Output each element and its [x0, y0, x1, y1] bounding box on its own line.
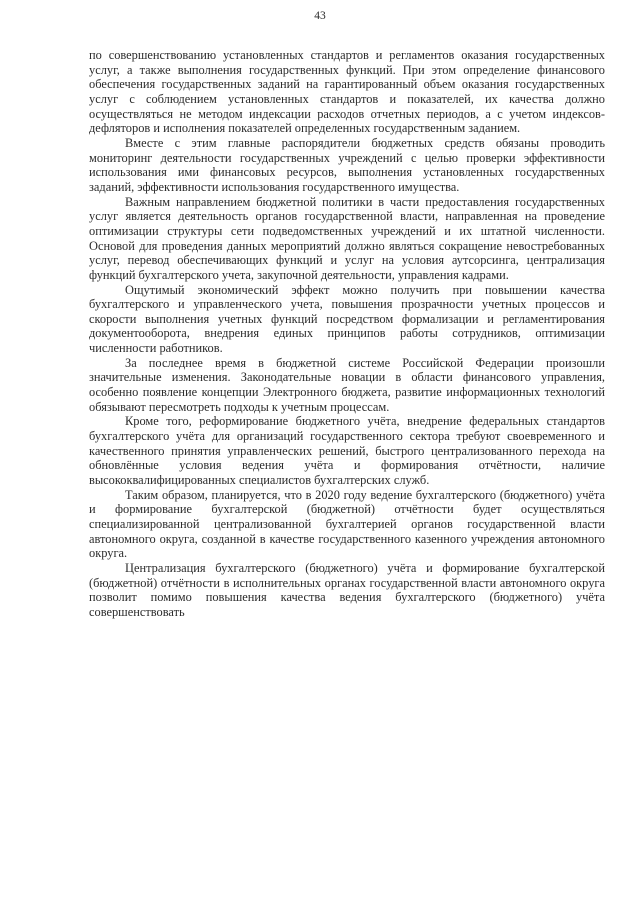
paragraph-3: Важным направлением бюджетной политики в части предоставления государственных услуг является деятельность органов государственной власти, направленная на проведение оптимизации структуры сети подведомственных учреждений и их штатной численности. Основой для проведения данных мероприятий должно являться сокращение невостребованных услуг, перевод обеспечивающих функций и услуг на условия аутсорсинга, централизация функций бухгалтерского учета, закупочной деятельности, управления кадрами.: [89, 194, 605, 282]
paragraph-2: Вместе с этим главные распорядители бюджетных средств обязаны проводить мониторинг деятельности государственных учреждений с целью проверки эффективности использования ими финансовых ресурсов, выполнения установленных государственных заданий, эффективности использования государственного имущества.: [89, 135, 605, 194]
document-body: [89, 48, 605, 620]
page-number: 43: [314, 10, 326, 22]
paragraph-4: Ощутимый экономический эффект можно получить при повышении качества бухгалтерского и управленческого учета, повышения прозрачности учетных процессов и скорости выполнения учетных функций посредством формализации и регламентирования документооборота, внедрения единых принципов работы сотрудников, оптимизации численности работников.: [89, 282, 605, 356]
paragraph-7: Таким образом, планируется, что в 2020 году ведение бухгалтерского (бюджетного) учёта и формирование бухгалтерской (бюджетной) отчётности будет осуществляться специализированной централизованной бухгалтерией органов государственной власти автономного округа, созданной в качестве государственного казенного учреждения автономного округа.: [89, 487, 605, 561]
paragraph-5: За последнее время в бюджетной системе Российской Федерации произошли значительные изменения. Законодательные новации в области финансового управления, особенно появление концепции Электронного бюджета, развитие информационных технологий обязывают пересмотреть подходы к учетным процессам.: [89, 355, 605, 414]
paragraph-6: Кроме того, реформирование бюджетного учёта, внедрение федеральных стандартов бухгалтерского учёта для организаций государственного сектора требуют своевременного и качественного принятия управленческих решений, быстрого централизованного перехода на обновлённые условия ведения учёта и формирования отчётности, наличие высококвалифицированных специалистов бухгалтерских служб.: [89, 414, 605, 488]
paragraph-8: Централизация бухгалтерского (бюджетного) учёта и формирование бухгалтерской (бюджетной) отчётности в исполнительных органах государственной власти автономного округа позволит помимо повышения качества ведения бухгалтерского (бюджетного) учёта совершенствовать: [89, 560, 605, 619]
paragraph-1: по совершенствованию установленных стандартов и регламентов оказания государственных услуг, а также выполнения государственных функций. При этом определение финансового обеспечения государственных заданий на гарантированный объем оказания государственных услуг с соблюдением установленных стандартов и показателей, их качества должно осуществляться не методом индексации расходов отчетных периодов, а с учетом индексов-дефляторов и исполнения показателей определенных государственным заданием.: [89, 48, 605, 136]
